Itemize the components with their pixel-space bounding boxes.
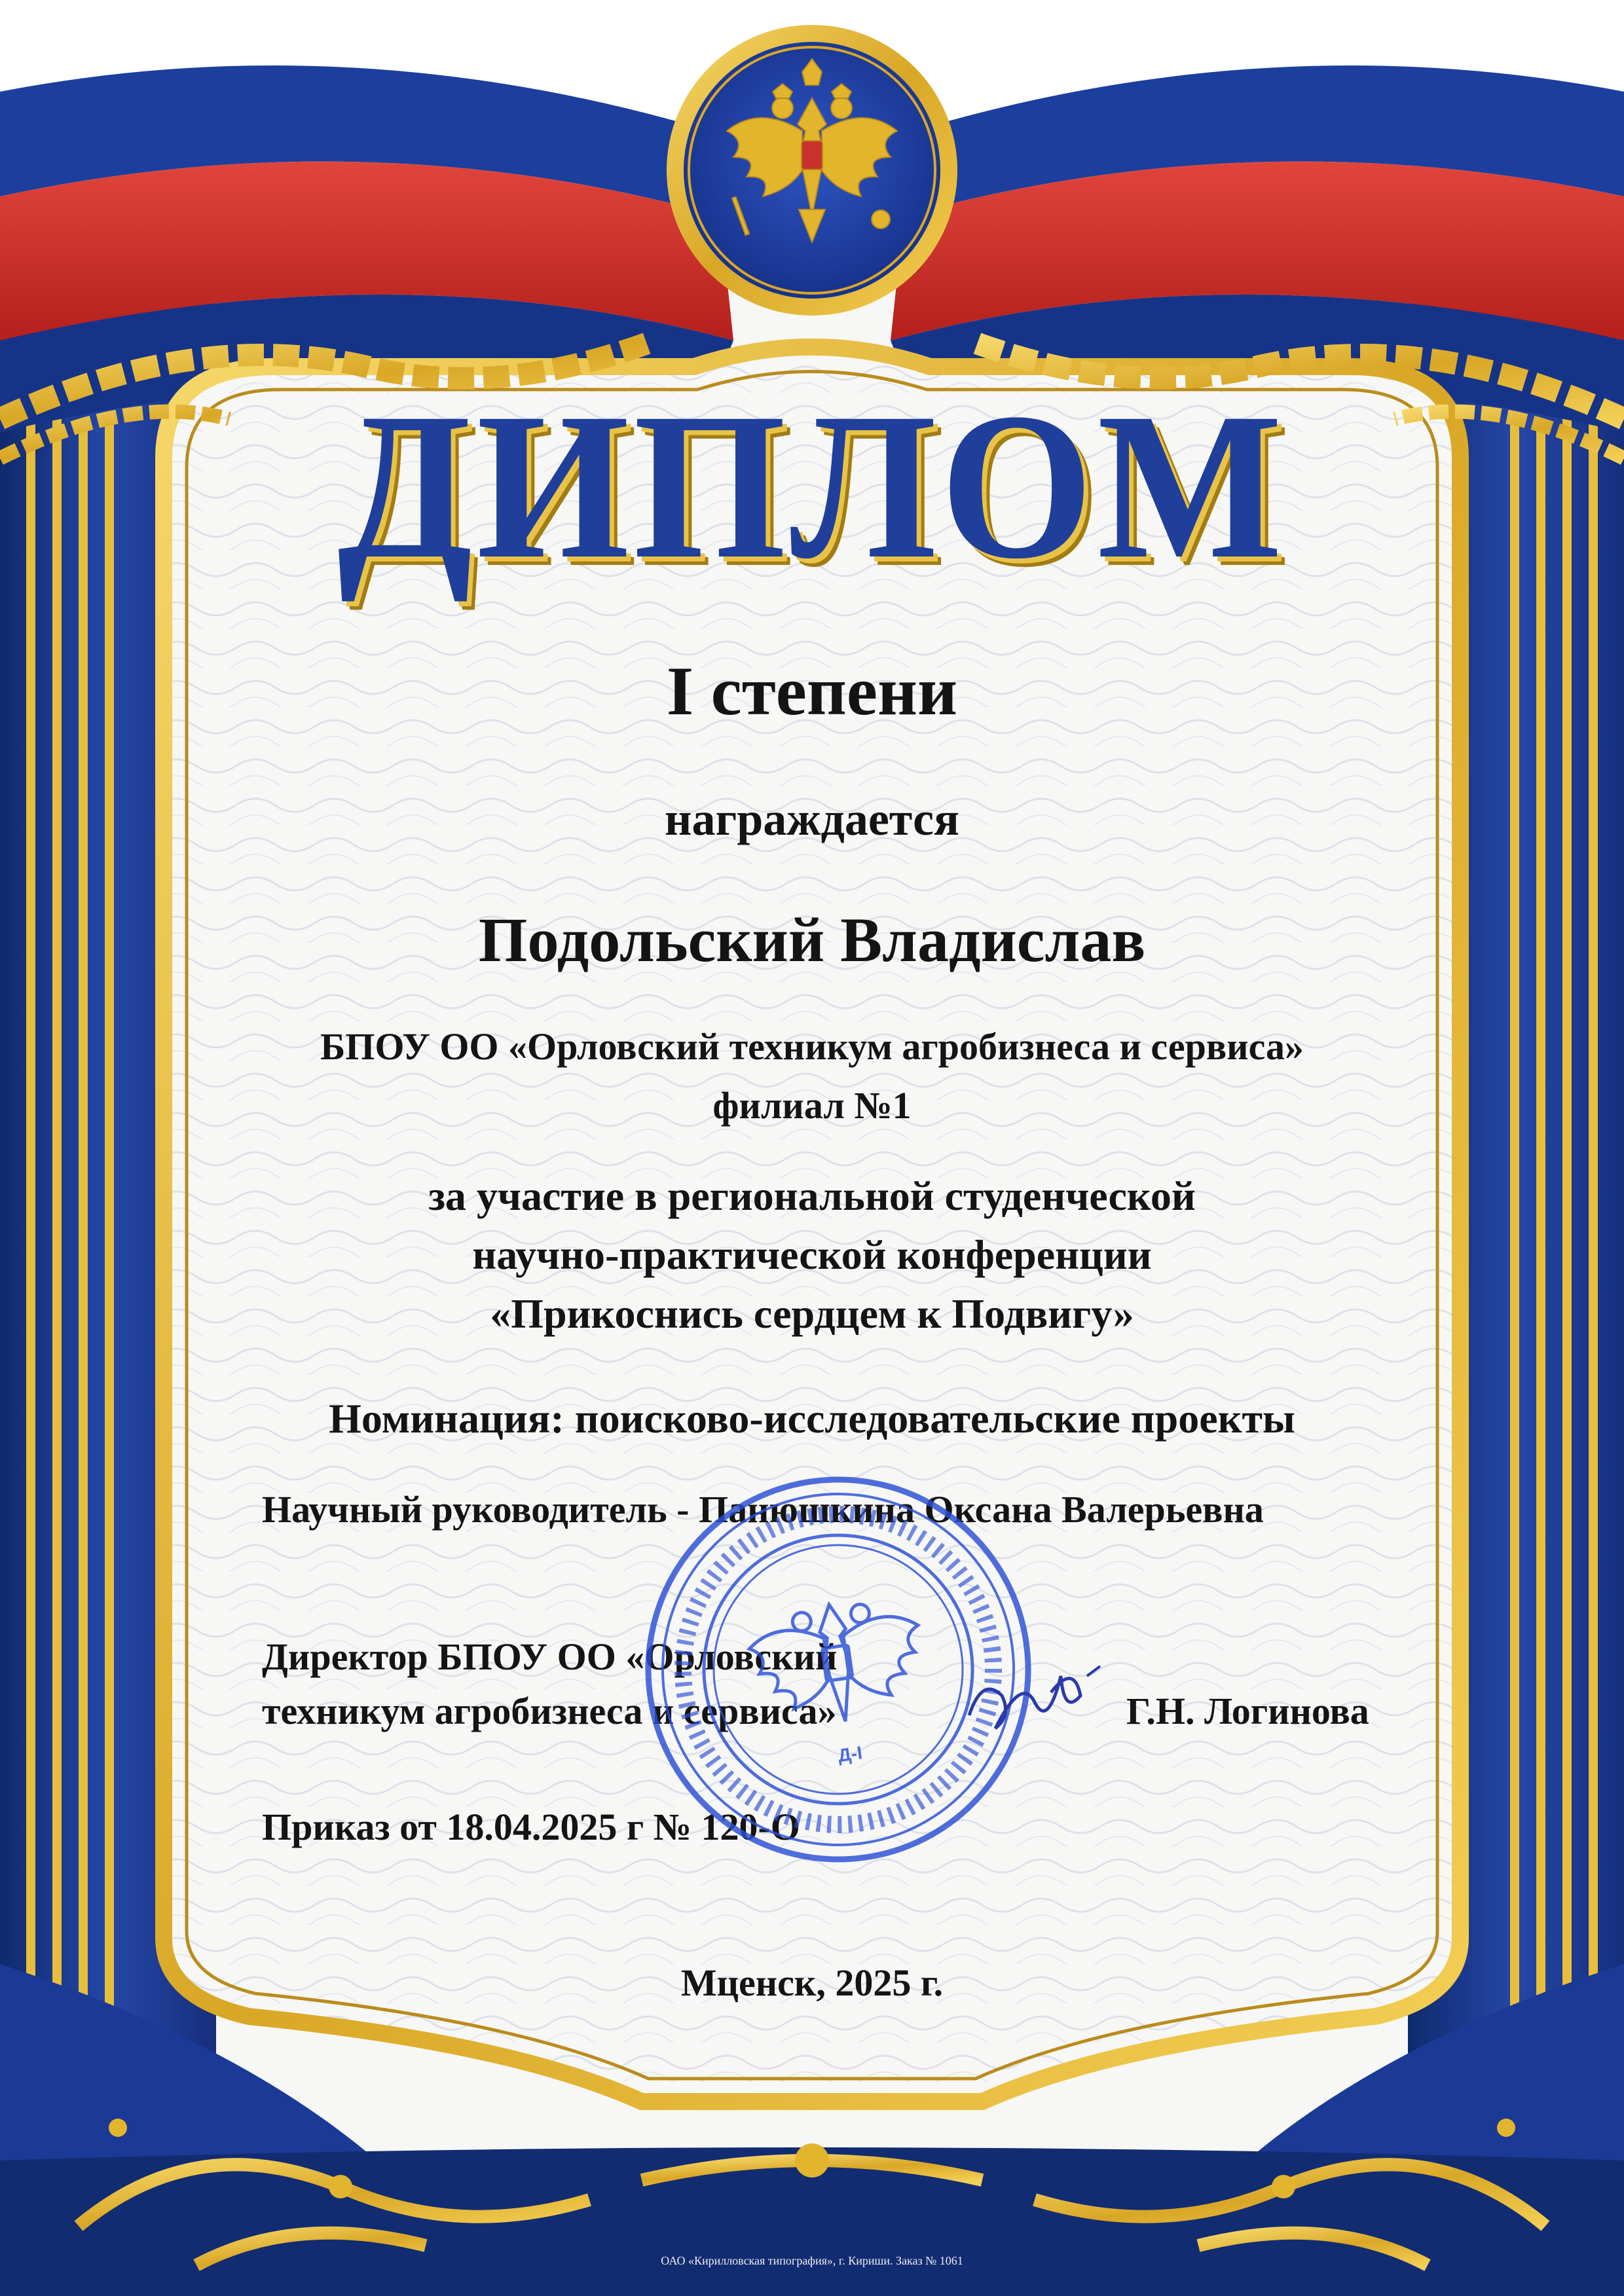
stamp-center-mark: Д-I (836, 1742, 864, 1766)
reason-line-1: за участие в региональной студенческой (428, 1173, 1196, 1219)
director-title-line-1: Директор БПОУ ОО «Орловский (262, 1635, 838, 1678)
order-line: Приказ от 18.04.2025 г № 120-О (262, 1806, 800, 1848)
diploma-title: ДИПЛОМ (337, 369, 1287, 602)
director-name: Г.Н. Логинова (1126, 1690, 1369, 1732)
awarded-label: награждается (665, 793, 959, 845)
institution-line-1: БПОУ ОО «Орловский техникум агробизнеса и сервиса» (320, 1025, 1304, 1068)
recipient-name: Подольский Владислав (478, 905, 1146, 975)
city-year: Мценск, 2025 г. (680, 1961, 944, 2004)
printer-note: ОАО «Кирилловская типография», г. Кириши. Заказ № 1061 (661, 2254, 963, 2267)
reason-line-3: «Прикоснись сердцем к Подвигу» (490, 1290, 1134, 1337)
degree-label: I степени (666, 653, 958, 729)
institution-line-2: филиал №1 (712, 1084, 912, 1127)
double-headed-eagle-icon (667, 25, 957, 316)
supervisor-line: Научный руководитель - Панюшкина Оксана Валерьевна (262, 1488, 1264, 1531)
director-title-line-2: техникум агробизнеса и сервиса» (262, 1690, 837, 1732)
reason-line-2: научно-практической конференции (472, 1231, 1152, 1278)
nomination-label: Номинация: поисково-исследовательские проекты (329, 1395, 1295, 1442)
